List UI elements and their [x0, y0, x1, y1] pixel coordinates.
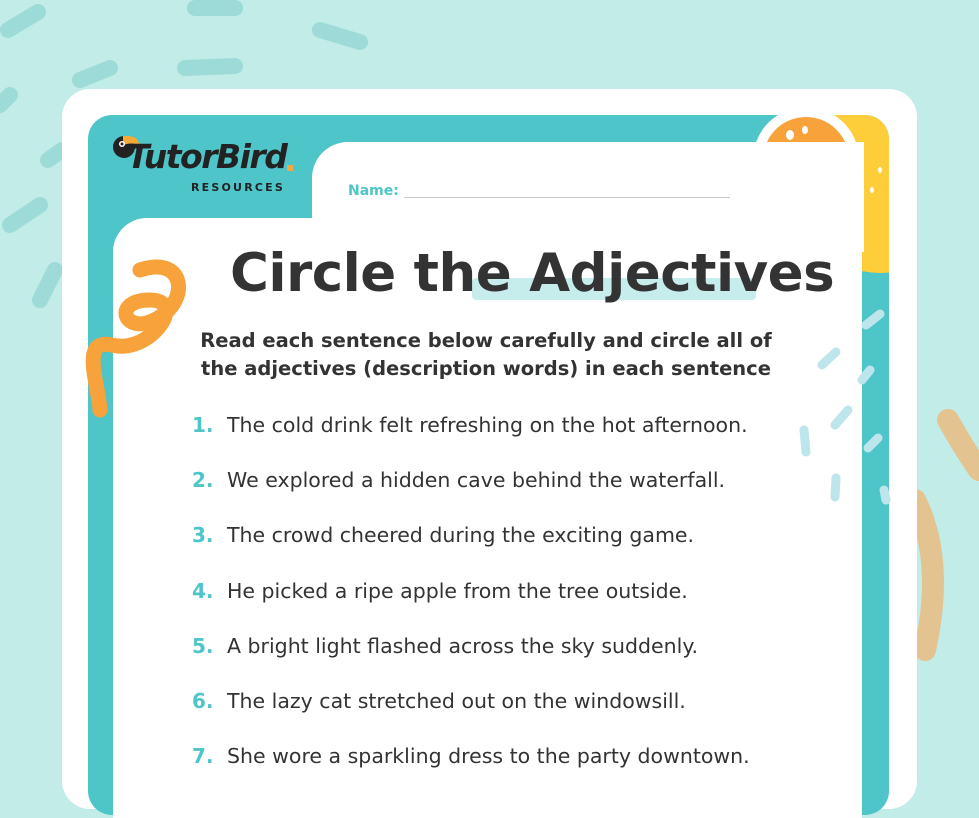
item-sentence: The lazy cat stretched out on the windowsill. — [227, 689, 686, 713]
item-sentence: She wore a sparkling dress to the party downtown. — [227, 744, 750, 768]
item-sentence: The crowd cheered during the exciting game. — [227, 523, 695, 547]
item-sentence: He picked a ripe apple from the tree outside. — [227, 579, 688, 603]
item-sentence: The cold drink felt refreshing on the hot afternoon. — [227, 413, 748, 437]
item-number: 4. — [192, 579, 214, 603]
tutorbird-logo — [111, 133, 301, 203]
logo-accent-dot — [287, 165, 293, 171]
item-number: 3. — [192, 523, 214, 547]
item-sentence: We explored a hidden cave behind the waterfall. — [227, 468, 726, 492]
instructions-line-1: Read each sentence below carefully and circle all of — [200, 329, 772, 352]
instructions-line-2: the adjectives (description words) in each sentence — [201, 357, 771, 380]
item-number: 2. — [192, 468, 214, 492]
logo-wordmark: TutorBird — [127, 137, 287, 176]
item-number: 5. — [192, 634, 214, 658]
item-number: 7. — [192, 744, 214, 768]
item-number: 1. — [192, 413, 214, 437]
instructions — [200, 327, 772, 383]
page-title: Circle the Adjectives — [230, 243, 835, 304]
item-number: 6. — [192, 689, 214, 713]
item-sentence: A bright light flashed across the sky suddenly. — [227, 634, 699, 658]
name-label: Name: — [348, 183, 399, 199]
logo-subtitle: RESOURCES — [191, 181, 285, 194]
name-field[interactable] — [404, 197, 730, 198]
